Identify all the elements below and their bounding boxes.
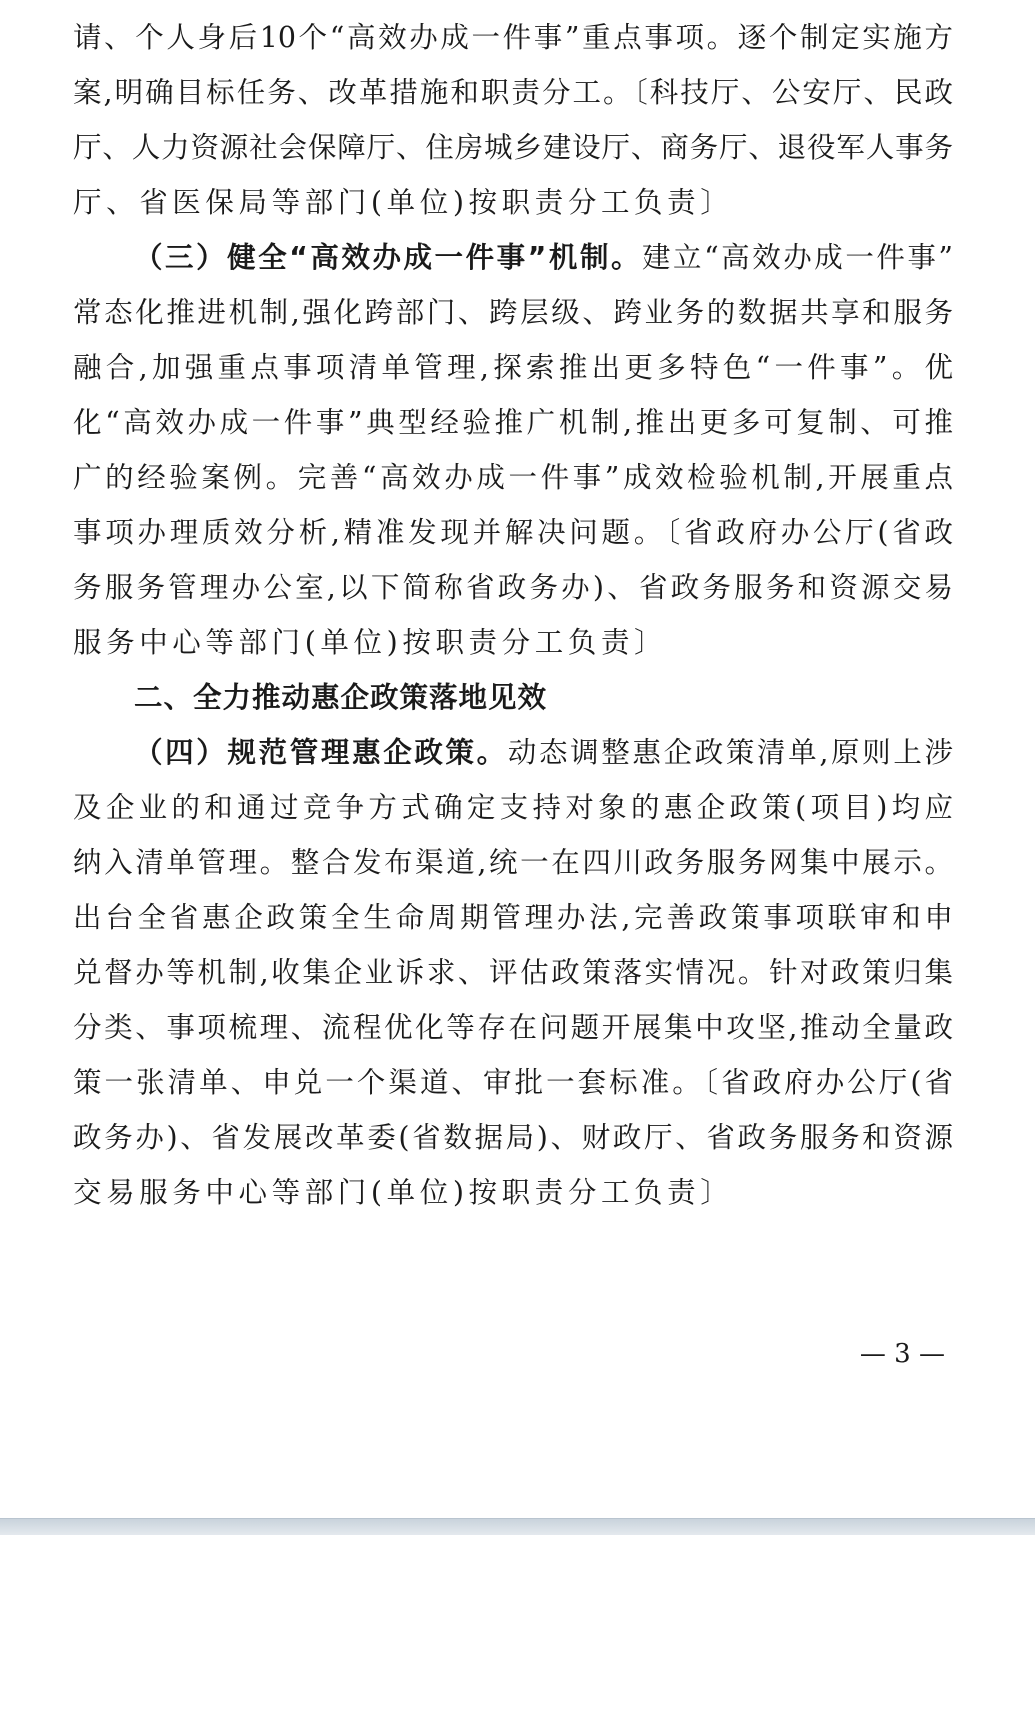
page-separator [0, 1518, 1035, 1535]
paragraph-line: 融合,加强重点事项清单管理,探索推出更多特色“一件事”。优 [73, 351, 953, 384]
paragraph-line: 交易服务中心等部门(单位)按职责分工负责〕 [73, 1176, 734, 1209]
paragraph-line: 厅、人力资源社会保障厅、住房城乡建设厅、商务厅、退役军人事务 [73, 131, 953, 164]
paragraph-line: 分类、事项梳理、流程优化等存在问题开展集中攻坚,推动全量政 [73, 1011, 953, 1044]
paragraph-line: 请、个人身后10个“高效办成一件事”重点事项。逐个制定实施方 [73, 21, 953, 54]
section-3-first-text: 建立“高效办成一件事” [642, 241, 953, 274]
paragraph-line: 厅、省医保局等部门(单位)按职责分工负责〕 [73, 186, 734, 219]
section-4-first-line [134, 731, 953, 775]
paragraph-line: 政务办)、省发展改革委(省数据局)、财政厅、省政务服务和资源 [73, 1121, 953, 1154]
page-number: — 3 — [859, 1339, 945, 1369]
section-3-first-line [134, 236, 953, 280]
paragraph-line: 出台全省惠企政策全生命周期管理办法,完善政策事项联审和申 [73, 901, 953, 934]
chapter-2-heading: 二、全力推动惠企政策落地见效 [134, 681, 548, 714]
section-3-title: （三）健全“高效办成一件事”机制。 [134, 241, 643, 274]
paragraph-line: 纳入清单管理。整合发布渠道,统一在四川政务服务网集中展示。 [73, 846, 953, 879]
paragraph-line: 兑督办等机制,收集企业诉求、评估政策落实情况。针对政策归集 [73, 956, 953, 989]
paragraph-line: 及企业的和通过竞争方式确定支持对象的惠企政策(项目)均应 [73, 791, 953, 824]
paragraph-line: 事项办理质效分析,精准发现并解决问题。〔省政府办公厅(省政 [73, 516, 953, 549]
paragraph-line: 务服务管理办公室,以下简称省政务办)、省政务服务和资源交易 [73, 571, 953, 604]
paragraph-line: 常态化推进机制,强化跨部门、跨层级、跨业务的数据共享和服务 [73, 296, 953, 329]
next-page [0, 1535, 1035, 1717]
paragraph-line: 服务中心等部门(单位)按职责分工负责〕 [73, 626, 668, 659]
section-4-first-text: 动态调整惠企政策清单,原则上涉 [507, 736, 953, 769]
paragraph-line: 化“高效办成一件事”典型经验推广机制,推出更多可复制、可推 [73, 406, 953, 439]
paragraph-line: 案,明确目标任务、改革措施和职责分工。〔科技厅、公安厅、民政 [73, 76, 953, 109]
paragraph-line: 广的经验案例。完善“高效办成一件事”成效检验机制,开展重点 [73, 461, 953, 494]
section-4-title: （四）规范管理惠企政策。 [134, 736, 508, 769]
paragraph-line: 策一张清单、申兑一个渠道、审批一套标准。〔省政府办公厅(省 [73, 1066, 953, 1099]
